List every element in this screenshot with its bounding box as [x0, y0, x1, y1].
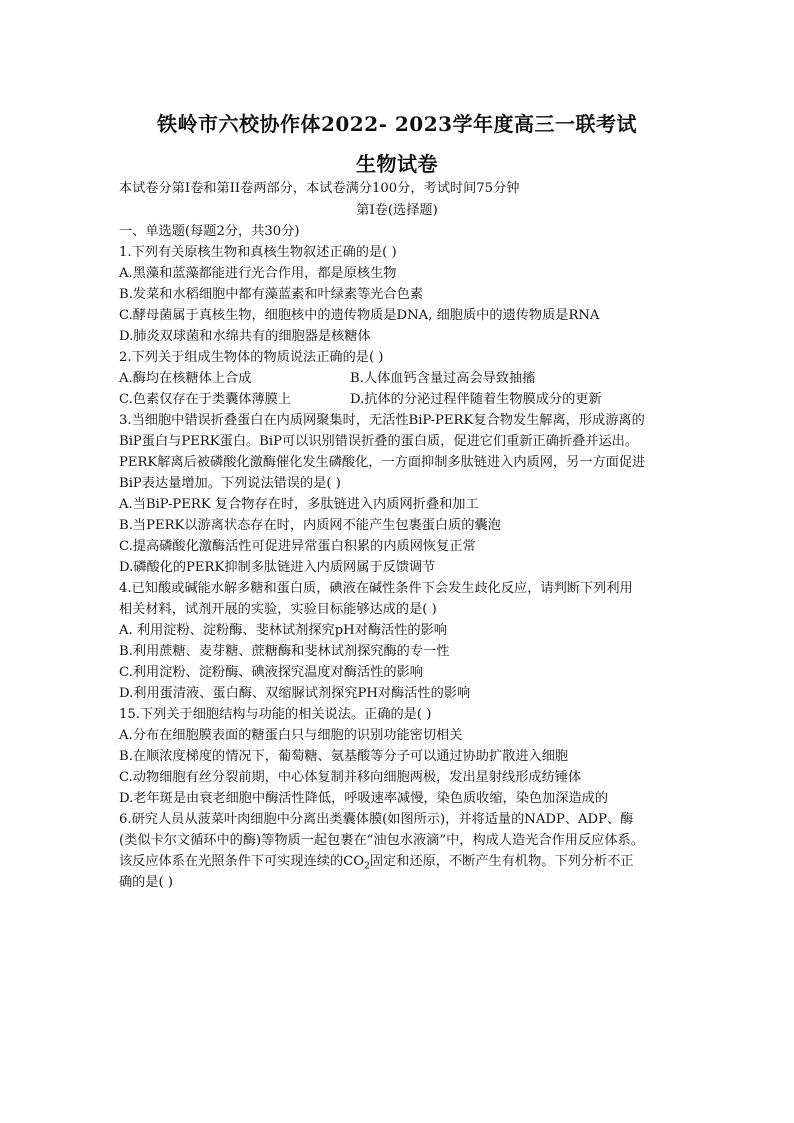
q1-option-b: B.发菜和水稻细胞中都有藻蓝素和叶绿素等光合色素	[119, 287, 424, 302]
q5-option-a: A.分布在细胞膜表面的糖蛋白只与细胞的识别功能密切相关	[119, 728, 463, 743]
q1-option-d: D.肺炎双球菌和水绵共有的细胞器是核糖体	[119, 329, 371, 344]
q3-stem-line-4: BiP表达量增加。下列说法错误的是( )	[119, 476, 341, 491]
q6-stem-line-3-pre: 该反应体系在光照条件下可实现连续的CO	[119, 854, 365, 869]
exam-intro: 本试卷分第I卷和第II卷两部分，本试卷满分100分，考试时间75分钟	[119, 181, 520, 196]
q3-stem-line-1: 3.当细胞中错误折叠蛋白在内质网聚集时，无活性BiP-PERK复合物发生解离，形成游离的	[119, 413, 645, 428]
q6-stem-line-3	[119, 854, 689, 875]
q5-option-c: C.动物细胞有丝分裂前期，中心体复制并移向细胞两极，发出星射线形成纺锤体	[119, 770, 582, 785]
q3-option-d: D.磷酸化的PERK抑制多肽链进入内质网属于反馈调节	[119, 560, 436, 575]
q1-stem: 1.下列有关原核生物和真核生物叙述正确的是( )	[119, 245, 397, 260]
q5-option-b: B.在顺浓度梯度的情况下，葡萄糖、氨基酸等分子可以通过协助扩散进入细胞	[119, 749, 569, 764]
q2-stem: 2.下列关于组成生物体的物质说法正确的是( )	[119, 350, 384, 365]
q2-option-a: A.酶均在核糖体上合成	[119, 371, 252, 386]
q4-option-d: D.利用蛋清液、蛋白酶、双缩脲试剂探究PH对酶活性的影响	[119, 686, 471, 701]
exam-title: 铁岭市六校协作体2022- 2023学年度高三一联考试	[156, 112, 638, 136]
q2-option-c: C.色素仅存在于类囊体薄膜上	[119, 392, 292, 407]
q6-stem-line-2: (类似卡尔文循环中的酶)等物质一起包裹在“油包水液滴”中，构成人造光合作用反应体系。	[119, 833, 644, 848]
q4-stem-line-2: 相关材料，试剂开展的实验，实验目标能够达成的是( )	[119, 602, 437, 617]
q3-stem-line-2: BiP蛋白与PERK蛋白。BiP可以识别错误折叠的蛋白质，促进它们重新正确折叠并运出。	[119, 434, 639, 449]
q4-option-a: A. 利用淀粉、淀粉酶、斐林试剂探究pH对酶活性的影响	[119, 623, 447, 638]
q2-option-d: D.抗体的分泌过程伴随着生物膜成分的更新	[350, 392, 602, 407]
co2-subscript: 2	[364, 861, 370, 872]
q3-option-c: C.提高磷酸化激酶活性可促进异常蛋白积累的内质网恢复正常	[119, 539, 476, 554]
q4-option-c: C.利用淀粉、淀粉酶、碘液探究温度对酶活性的影响	[119, 665, 423, 680]
q3-stem-line-3: PERK解离后被磷酸化激酶催化发生磷酸化，一方面抑制多肽链进入内质网，另一方面促进	[119, 455, 646, 470]
q4-stem-line-1: 4.已知酸或碱能水解多糖和蛋白质，碘液在碱性条件下会发生歧化反应，请判断下列利用	[119, 581, 633, 596]
q6-stem-line-3-post: 固定和还原，不断产生有机物。下列分析不正	[369, 854, 634, 869]
exam-subtitle: 生物试卷	[356, 152, 438, 176]
q1-option-c: C.酵母菌属于真核生物，细胞核中的遗传物质是DNA, 细胞质中的遗传物质是RNA	[119, 308, 600, 323]
q2-option-b: B.人体血钙含量过高会导致抽搐	[350, 371, 536, 386]
q3-option-b: B.当PERK以游离状态存在时，内质网不能产生包裹蛋白质的囊泡	[119, 518, 501, 533]
q6-stem-line-4: 确的是( )	[119, 875, 174, 890]
q5-stem: 15.下列关于细胞结构与功能的相关说法。正确的是( )	[119, 707, 432, 722]
section-title: 一、单选题(每题2分，共30分)	[119, 224, 300, 239]
q5-option-d: D.老年斑是由衰老细胞中酶活性降低，呼吸速率减慢，染色质收缩，染色加深造成的	[119, 791, 609, 806]
q3-option-a: A.当BiP-PERK 复合物存在时，多肽链进入内质网折叠和加工	[119, 497, 479, 512]
q6-stem-line-1: 6.研究人员从菠菜叶肉细胞中分离出类囊体膜(如图所示)，并将适量的NADP、ADP、酶	[119, 812, 634, 827]
volume-title: 第I卷(选择题)	[356, 203, 438, 218]
q4-option-b: B.利用蔗糖、麦芽糖、蔗糖酶和斐林试剂探究酶的专一性	[119, 644, 450, 659]
q1-option-a: A.黑藻和蓝藻都能进行光合作用，都是原核生物	[119, 266, 397, 281]
